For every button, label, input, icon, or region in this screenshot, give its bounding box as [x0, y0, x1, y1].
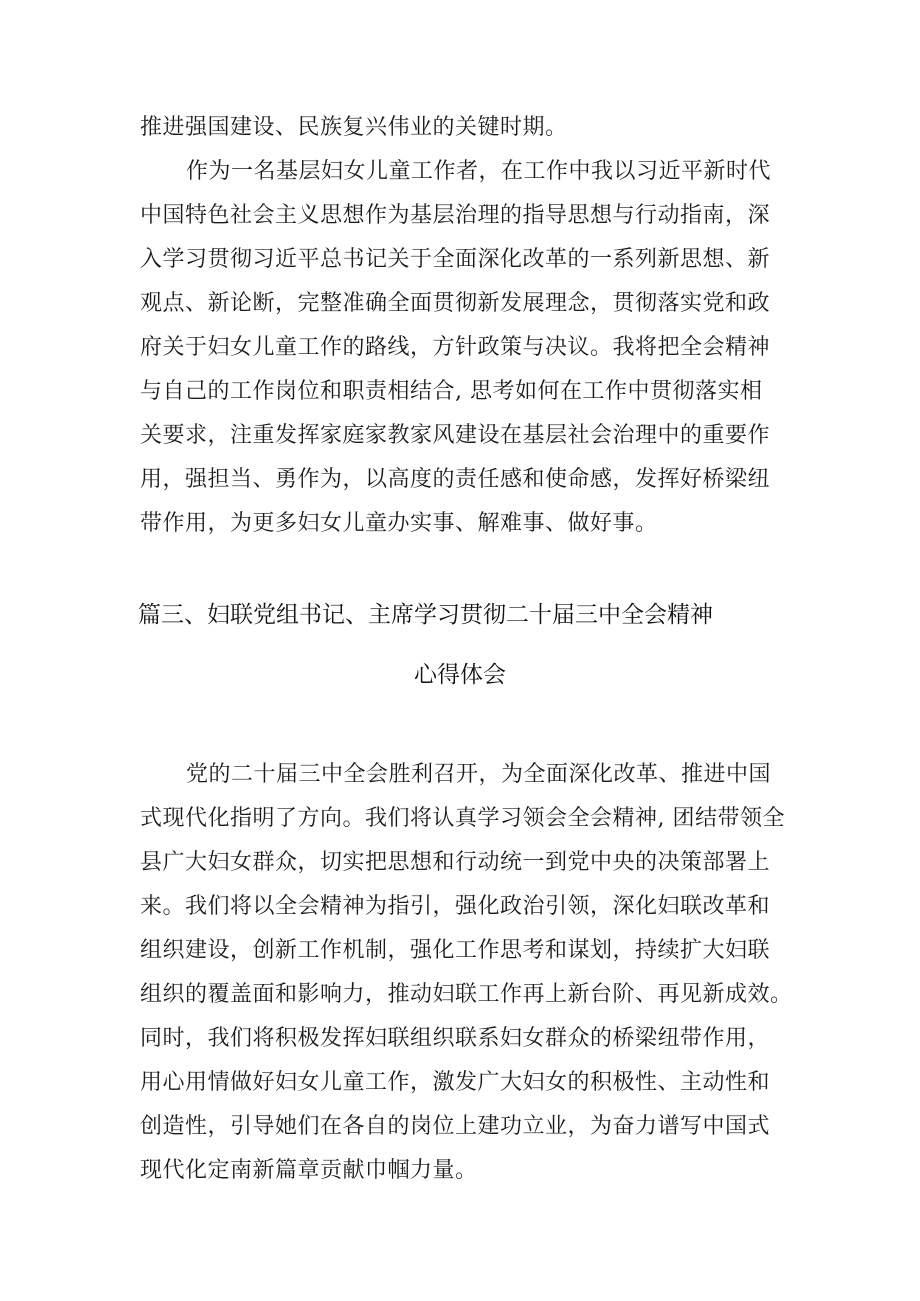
paragraph-line: 同时，我们将积极发挥妇联组织联系妇女群众的桥梁纽带作用，: [140, 1026, 771, 1051]
paragraph-line: 入学习贯彻习近平总书记关于全面深化改革的一系列新思想、新: [140, 247, 771, 272]
paragraph-line: 党的二十届三中全会胜利召开，为全面深化改革、推进中国: [186, 762, 772, 787]
paragraph-line: 关要求，注重发挥家庭家教家风建设在基层社会治理中的重要作: [140, 423, 771, 448]
paragraph-line: 组织的覆盖面和影响力，推动妇联工作再上新台阶、再见新成效。: [140, 982, 793, 1007]
paragraph-line: 式现代化指明了方向。我们将认真学习领会全会精神, 团结带领全: [140, 806, 785, 831]
section-heading-subtitle: 心得体会: [414, 662, 506, 688]
paragraph-line: 推进强国建设、民族复兴伟业的关键时期。: [140, 115, 568, 140]
paragraph-line: 府关于妇女儿童工作的路线，方针政策与决议。我将把全会精神: [140, 335, 771, 360]
paragraph-line: 来。我们将以全会精神为指引，强化政治引领，深化妇联改革和: [140, 894, 771, 919]
paragraph-line: 用心用情做好妇女儿童工作，激发广大妇女的积极性、主动性和: [140, 1070, 771, 1095]
paragraph-line: 中国特色社会主义思想作为基层治理的指导思想与行动指南，深: [140, 203, 771, 228]
paragraph-line: 创造性，引导她们在各自的岗位上建功立业，为奋力谱写中国式: [140, 1114, 771, 1139]
paragraph-line: 县广大妇女群众，切实把思想和行动统一到党中央的决策部署上: [140, 850, 771, 875]
section-heading: 篇三、妇联党组书记、主席学习贯彻二十届三中全会精神: [138, 602, 713, 628]
paragraph-line: 观点、新论断，完整准确全面贯彻新发展理念，贯彻落实党和政: [140, 291, 771, 316]
paragraph-line: 作为一名基层妇女儿童工作者，在工作中我以习近平新时代: [186, 159, 772, 184]
paragraph-line: 现代化定南新篇章贡献巾帼力量。: [140, 1158, 478, 1183]
paragraph-line: 用，强担当、勇作为，以高度的责任感和使命感，发挥好桥梁纽: [140, 467, 771, 492]
paragraph-line: 组织建设，创新工作机制，强化工作思考和谋划，持续扩大妇联: [140, 938, 771, 963]
paragraph-line: 与自己的工作岗位和职责相结合, 思考如何在工作中贯彻落实相: [140, 379, 763, 404]
paragraph-line: 带作用，为更多妇女儿童办实事、解难事、做好事。: [140, 511, 658, 536]
